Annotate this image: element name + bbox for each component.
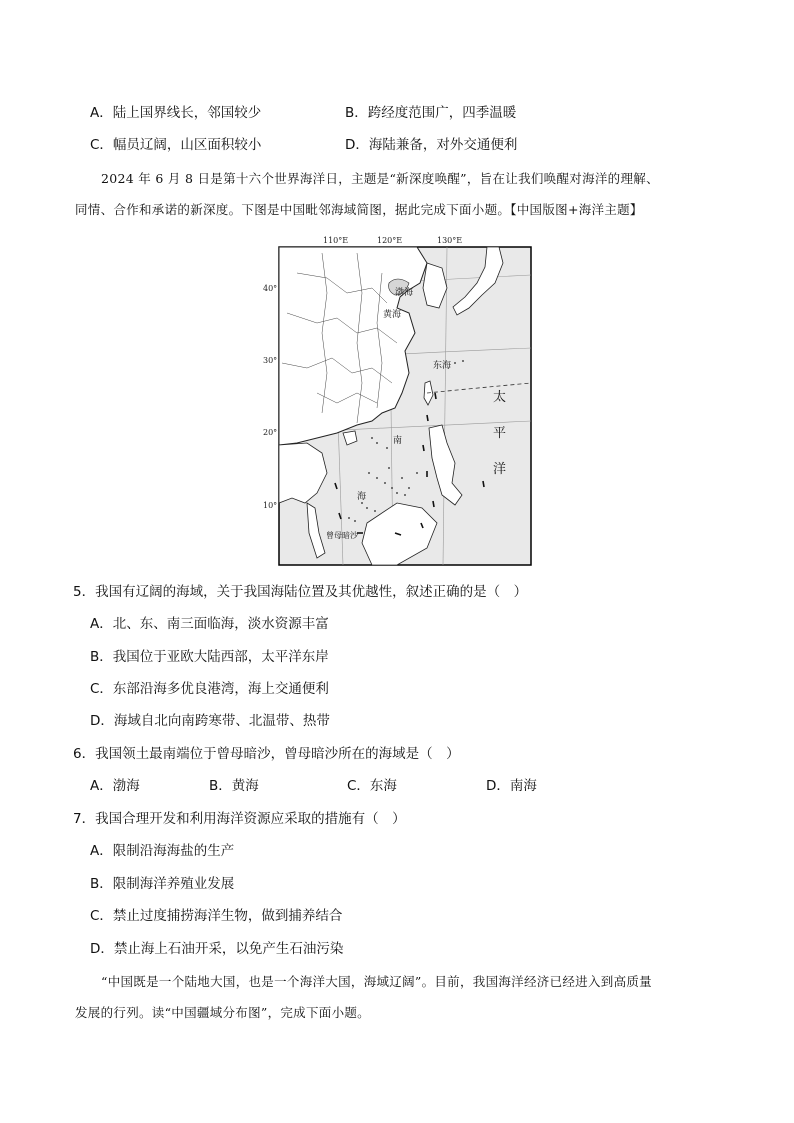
label-pacific-2: 平 <box>493 426 507 441</box>
q7-option-b: B．限制海洋养殖业发展 <box>90 876 235 892</box>
q6-option-b: B．黄海 <box>209 778 259 794</box>
intro2-line2: 发展的行列。读“中国疆域分布图”，完成下面小题。 <box>75 1005 370 1020</box>
lat-label-30: 30° <box>263 356 278 365</box>
label-nanhai-1: 南 <box>393 436 403 446</box>
intro2-line1: “中国既是一个陆地大国，也是一个海洋大国，海域辽阔”。目前，我国海洋经济已经进入到高质量 <box>101 974 652 989</box>
q6-stem: 6．我国领土最南端位于曾母暗沙，曾母暗沙所在的海域是（ ） <box>73 746 460 762</box>
lon-label-130: 130°E <box>437 236 463 245</box>
label-donghai: 东海 <box>433 361 452 371</box>
intro1-line2: 同情、合作和承诺的新深度。下图是中国毗邻海域简图，据此完成下面小题。【中国版图+海洋主题】 <box>75 202 643 217</box>
q5-option-c: C．东部沿海多优良港湾，海上交通便利 <box>90 681 329 697</box>
label-pacific-3: 洋 <box>493 462 507 477</box>
q7-option-c: C．禁止过度捕捞海洋生物，做到捕养结合 <box>90 908 343 924</box>
q5-option-a: A．北、东、南三面临海，淡水资源丰富 <box>90 616 329 632</box>
lat-label-10: 10° <box>263 501 278 510</box>
q6-option-c: C．东海 <box>347 778 397 794</box>
china-seas-map <box>263 233 537 567</box>
q7-option-a: A．限制沿海海盐的生产 <box>90 843 235 859</box>
lat-label-20: 20° <box>263 428 278 437</box>
q5-option-b: B．我国位于亚欧大陆西部，太平洋东岸 <box>90 649 329 665</box>
q6-option-d: D．南海 <box>486 778 537 794</box>
q7-stem: 7．我国合理开发和利用海洋资源应采取的措施有（ ） <box>73 811 406 827</box>
q4-option-a: A．陆上国界线长，邻国较少 <box>90 105 262 121</box>
intro1-line1: 2024 年 6 月 8 日是第十六个世界海洋日，主题是“新深度唤醒”，旨在让我们唤醒对海洋的理解、 <box>101 171 659 186</box>
q7-option-d: D．禁止海上石油开采，以免产生石油污染 <box>90 941 344 957</box>
label-zengmu: 曾母暗沙 <box>326 531 358 540</box>
label-huanghai: 黄海 <box>383 310 402 320</box>
label-pacific-1: 太 <box>493 390 507 405</box>
label-bohai: 渤海 <box>395 288 414 298</box>
lon-label-110: 110°E <box>323 236 349 245</box>
lon-label-120: 120°E <box>377 236 403 245</box>
q5-stem: 5．我国有辽阔的海域，关于我国海陆位置及其优越性，叙述正确的是（ ） <box>73 584 528 600</box>
q5-option-d: D．海域自北向南跨寒带、北温带、热带 <box>90 713 330 729</box>
q6-option-a: A．渤海 <box>90 778 140 794</box>
q4-option-b: B．跨经度范围广，四季温暖 <box>345 105 517 121</box>
q4-option-c: C．幅员辽阔，山区面积较小 <box>90 137 262 153</box>
label-nanhai-2: 海 <box>357 492 367 502</box>
lat-label-40: 40° <box>263 284 278 293</box>
q4-option-d: D．海陆兼备，对外交通便利 <box>345 137 518 153</box>
